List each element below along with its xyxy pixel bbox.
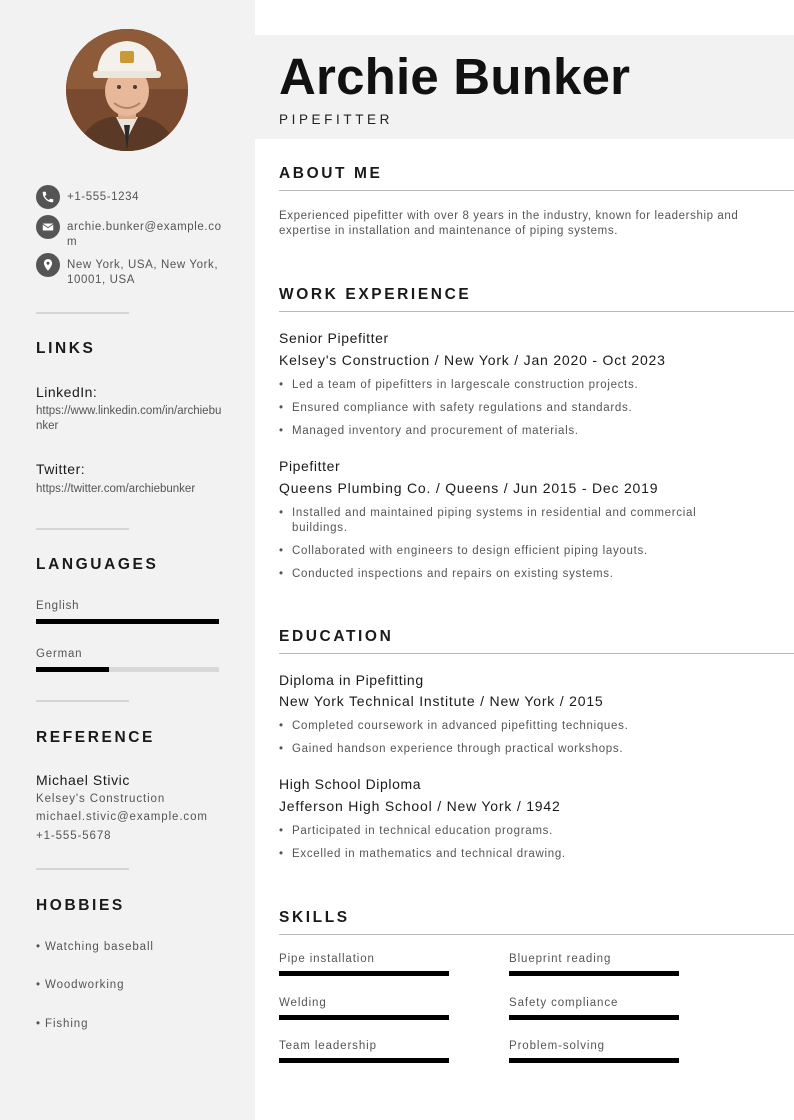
school-line: New York Technical Institute / New York / 2015 bbox=[279, 693, 604, 709]
main-content bbox=[255, 0, 794, 1120]
skill-name: Problem-solving bbox=[509, 1040, 605, 1052]
divider bbox=[36, 312, 129, 314]
language-name: German bbox=[36, 648, 83, 660]
section-divider bbox=[279, 934, 794, 935]
skill-name: Team leadership bbox=[279, 1040, 377, 1052]
hobbies-heading: HOBBIES bbox=[36, 897, 125, 914]
contact-email bbox=[36, 220, 226, 250]
bullet-item: • Excelled in mathematics and technical drawing. bbox=[279, 847, 749, 862]
skill-name: Welding bbox=[279, 997, 327, 1009]
language-name: English bbox=[36, 600, 80, 612]
divider bbox=[36, 528, 129, 530]
bullet-item: • Completed coursework in advanced pipefitting techniques. bbox=[279, 719, 749, 734]
hobby-item: • Watching baseball bbox=[36, 941, 154, 953]
skills-heading: SKILLS bbox=[279, 909, 350, 926]
bullet-item: • Installed and maintained piping systems in residential and commercial buildings. bbox=[279, 506, 749, 536]
links-heading: LINKS bbox=[36, 340, 96, 357]
job-title: Senior Pipefitter bbox=[279, 330, 389, 346]
contact-address bbox=[36, 258, 226, 288]
language-level-fill bbox=[36, 667, 109, 672]
bullet-item: • Ensured compliance with safety regulations and standards. bbox=[279, 401, 749, 416]
location-pin-icon bbox=[36, 253, 60, 277]
bullet-item: • Led a team of pipefitters in largescale construction projects. bbox=[279, 378, 749, 393]
work-heading: WORK EXPERIENCE bbox=[279, 286, 472, 303]
about-heading: ABOUT ME bbox=[279, 165, 383, 182]
skill-level-fill bbox=[279, 1058, 449, 1063]
bullet-item: • Gained handson experience through practical workshops. bbox=[279, 742, 749, 757]
phone-icon bbox=[36, 185, 60, 209]
linkedin-label: LinkedIn: bbox=[36, 384, 98, 400]
linkedin-link[interactable]: https://www.linkedin.com/in/archiebunker bbox=[36, 405, 222, 432]
divider bbox=[36, 868, 129, 870]
email-text[interactable]: archie.bunker@example.com bbox=[67, 221, 222, 248]
bullet-item: • Conducted inspections and repairs on existing systems. bbox=[279, 567, 749, 582]
job-bullets bbox=[279, 506, 749, 590]
divider bbox=[36, 700, 129, 702]
twitter-label: Twitter: bbox=[36, 461, 86, 477]
name-header bbox=[255, 35, 794, 139]
languages-heading: LANGUAGES bbox=[36, 556, 159, 573]
section-divider bbox=[279, 190, 794, 191]
reference-heading: REFERENCE bbox=[36, 729, 155, 746]
mail-icon bbox=[36, 215, 60, 239]
skill-level-bar bbox=[279, 1015, 449, 1020]
skill-level-bar bbox=[509, 1015, 679, 1020]
skill-level-fill bbox=[279, 1015, 449, 1020]
skill-name: Blueprint reading bbox=[509, 953, 612, 965]
job-bullets bbox=[279, 378, 749, 447]
skill-level-bar bbox=[509, 971, 679, 976]
education-bullets bbox=[279, 824, 749, 870]
reference-company: Kelsey's Construction bbox=[36, 793, 166, 805]
degree-title: Diploma in Pipefitting bbox=[279, 672, 424, 688]
skill-name: Pipe installation bbox=[279, 953, 375, 965]
job-role: PIPEFITTER bbox=[279, 112, 394, 127]
skill-level-fill bbox=[509, 1058, 679, 1063]
skill-level-fill bbox=[509, 971, 679, 976]
bullet-item: • Collaborated with engineers to design efficient piping layouts. bbox=[279, 544, 749, 559]
section-divider bbox=[279, 653, 794, 654]
sidebar bbox=[0, 0, 255, 1120]
reference-email[interactable]: michael.stivic@example.com bbox=[36, 811, 208, 823]
skill-level-fill bbox=[509, 1015, 679, 1020]
skill-name: Safety compliance bbox=[509, 997, 619, 1009]
education-heading: EDUCATION bbox=[279, 628, 394, 645]
address-text: New York, USA, New York, 10001, USA bbox=[67, 259, 219, 286]
language-level-fill bbox=[36, 619, 219, 624]
bullet-item: • Managed inventory and procurement of materials. bbox=[279, 424, 749, 439]
skill-level-fill bbox=[279, 971, 449, 976]
hobby-item: • Fishing bbox=[36, 1018, 89, 1030]
phone-text: +1-555-1234 bbox=[67, 191, 140, 203]
skill-level-bar bbox=[509, 1058, 679, 1063]
hobby-item: • Woodworking bbox=[36, 979, 125, 991]
twitter-link[interactable]: https://twitter.com/archiebunker bbox=[36, 483, 196, 495]
education-bullets bbox=[279, 719, 749, 765]
contact-phone bbox=[36, 190, 226, 209]
job-title: Pipefitter bbox=[279, 458, 341, 474]
language-level-bar bbox=[36, 619, 219, 624]
reference-phone: +1-555-5678 bbox=[36, 830, 112, 842]
job-company-line: Queens Plumbing Co. / Queens / Jun 2015 - Dec 2019 bbox=[279, 480, 659, 496]
about-text: Experienced pipefitter with over 8 years in the industry, known for leadership and expertise in installation and maintenance of piping systems. bbox=[279, 210, 739, 237]
reference-name: Michael Stivic bbox=[36, 772, 130, 788]
bullet-item: • Participated in technical education programs. bbox=[279, 824, 749, 839]
skill-level-bar bbox=[279, 1058, 449, 1063]
job-company-line: Kelsey's Construction / New York / Jan 2020 - Oct 2023 bbox=[279, 352, 666, 368]
person-name: Archie Bunker bbox=[279, 48, 631, 105]
skill-level-bar bbox=[279, 971, 449, 976]
profile-photo bbox=[66, 29, 188, 151]
language-level-bar bbox=[36, 667, 219, 672]
school-line: Jefferson High School / New York / 1942 bbox=[279, 798, 561, 814]
degree-title: High School Diploma bbox=[279, 776, 422, 792]
section-divider bbox=[279, 311, 794, 312]
